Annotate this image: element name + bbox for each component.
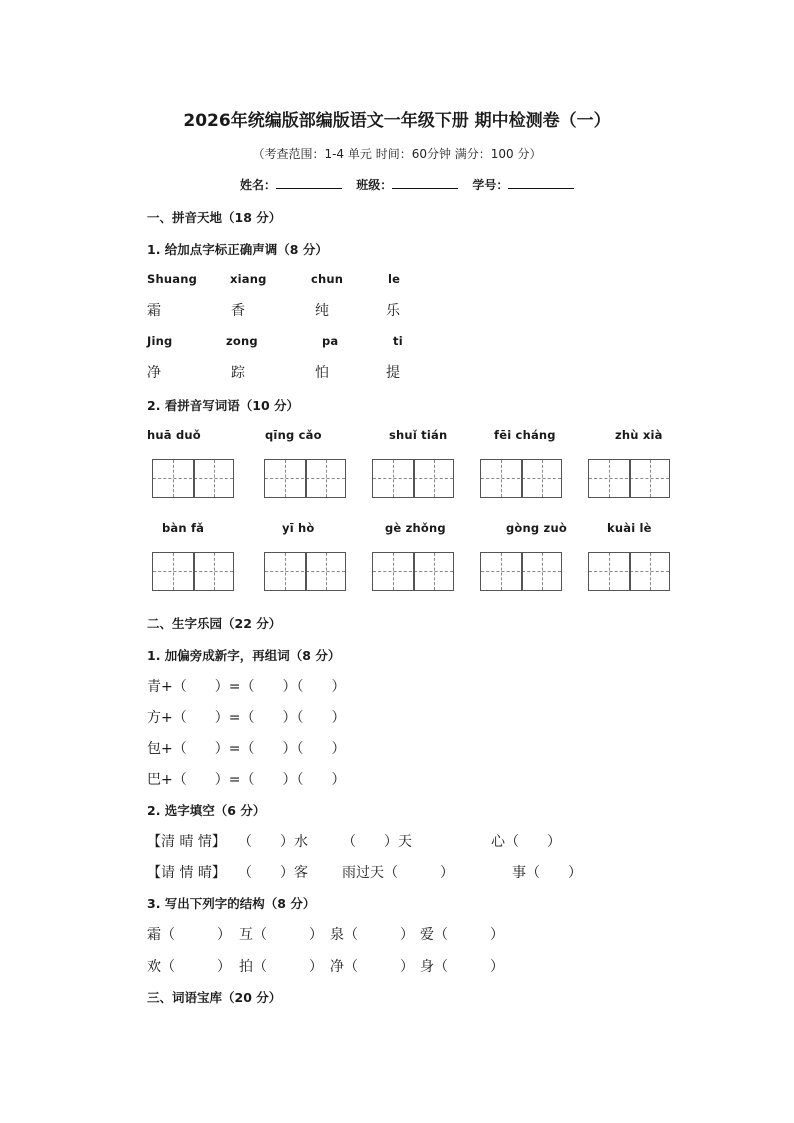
structure-blank[interactable]: 欢（ ）	[147, 959, 231, 975]
structure-blank[interactable]: 互（ ）	[239, 927, 323, 943]
fill-blank[interactable]: （ ）水	[238, 834, 308, 850]
pinyin-item: Jing	[147, 334, 173, 348]
pinyin-item: Shuang	[147, 272, 198, 286]
writing-grid[interactable]	[372, 552, 454, 591]
choice-group: 【清 晴 情】	[147, 834, 226, 850]
pinyin-item: le	[388, 272, 401, 286]
pinyin-word: huā duǒ	[147, 428, 201, 442]
section-2-heading: 二、生字乐园（22 分）	[147, 616, 282, 631]
character-item: 踪	[231, 365, 245, 381]
radical-exercise-line[interactable]: 巴+（ ）=（ ）（ ）	[147, 772, 346, 788]
question-1-2-heading: 2. 看拼音写词语（10 分）	[147, 398, 300, 413]
pinyin-item: chun	[311, 272, 344, 286]
structure-blank[interactable]: 净（ ）	[330, 959, 414, 975]
radical-exercise-line[interactable]: 包+（ ）=（ ）（ ）	[147, 741, 346, 757]
writing-grid[interactable]	[588, 459, 670, 498]
radical-exercise-line[interactable]: 方+（ ）=（ ）（ ）	[147, 710, 346, 726]
question-1-1-heading: 1. 给加点字标正确声调（8 分）	[147, 242, 328, 257]
name-label: 姓名：	[240, 178, 277, 192]
pinyin-item: xiang	[230, 272, 267, 286]
choice-group: 【请 情 晴】	[147, 865, 226, 881]
fill-blank[interactable]: （ ）天	[342, 834, 412, 850]
page-title: 2026年统编版部编版语文一年级下册 期中检测卷（一）	[183, 111, 611, 131]
radical-exercise-line[interactable]: 青+（ ）=（ ）（ ）	[147, 679, 346, 695]
writing-grid[interactable]	[152, 552, 234, 591]
character-item: 净	[147, 365, 161, 381]
pinyin-word: zhù xià	[615, 428, 663, 442]
writing-grid[interactable]	[588, 552, 670, 591]
writing-grid[interactable]	[152, 459, 234, 498]
character-item: 霜	[147, 303, 161, 319]
exam-scope: （考查范围：1-4 单元 时间：60分钟 满分：100 分）	[252, 147, 542, 161]
structure-blank[interactable]: 拍（ ）	[239, 959, 323, 975]
writing-grid[interactable]	[480, 552, 562, 591]
writing-grid[interactable]	[372, 459, 454, 498]
pinyin-word: yī hò	[282, 521, 315, 535]
name-field[interactable]	[276, 176, 342, 189]
id-field[interactable]	[508, 176, 574, 189]
class-label: 班级：	[356, 178, 393, 192]
structure-blank[interactable]: 霜（ ）	[147, 927, 231, 943]
question-2-1-heading: 1. 加偏旁成新字，再组词（8 分）	[147, 648, 341, 663]
structure-blank[interactable]: 身（ ）	[420, 959, 504, 975]
section-1-heading: 一、拼音天地（18 分）	[147, 210, 282, 225]
pinyin-word: shuǐ tián	[389, 428, 448, 442]
fill-blank[interactable]: 事（ ）	[512, 865, 582, 881]
question-2-3-heading: 3. 写出下列字的结构（8 分）	[147, 896, 316, 911]
pinyin-word: gè zhǒng	[385, 521, 446, 535]
fill-blank[interactable]: 雨过天（ ）	[342, 865, 454, 881]
pinyin-word: gòng zuò	[506, 521, 567, 535]
fill-blank[interactable]: 心（ ）	[491, 834, 561, 850]
structure-blank[interactable]: 爱（ ）	[420, 927, 504, 943]
writing-grid[interactable]	[480, 459, 562, 498]
class-field[interactable]	[392, 176, 458, 189]
character-item: 提	[386, 365, 400, 381]
character-item: 香	[231, 303, 245, 319]
pinyin-item: ti	[393, 334, 403, 348]
writing-grid[interactable]	[264, 459, 346, 498]
section-3-heading: 三、词语宝库（20 分）	[147, 990, 282, 1005]
question-2-2-heading: 2. 选字填空（6 分）	[147, 803, 266, 818]
writing-grid[interactable]	[264, 552, 346, 591]
pinyin-word: bàn fǎ	[162, 521, 205, 535]
character-item: 纯	[315, 303, 329, 319]
structure-blank[interactable]: 泉（ ）	[330, 927, 414, 943]
student-info-row	[240, 176, 584, 193]
pinyin-item: zong	[226, 334, 258, 348]
pinyin-word: kuài lè	[607, 521, 652, 535]
pinyin-word: fēi cháng	[494, 428, 556, 442]
character-item: 乐	[386, 303, 400, 319]
id-label: 学号：	[472, 178, 509, 192]
character-item: 怕	[315, 365, 329, 381]
fill-blank[interactable]: （ ）客	[238, 865, 308, 881]
pinyin-item: pa	[322, 334, 339, 348]
pinyin-word: qīng cǎo	[265, 428, 322, 442]
